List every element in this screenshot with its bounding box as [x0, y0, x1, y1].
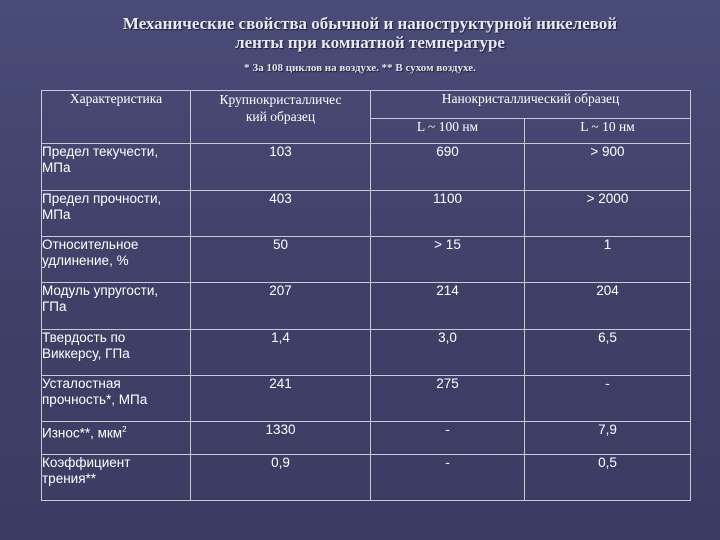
- table-row: [42, 376, 691, 422]
- header-characteristic: Характеристика: [42, 91, 191, 144]
- row-label: [42, 454, 191, 500]
- cell-nano-100: > 15: [371, 237, 525, 283]
- row-label-line-1: Предел прочности,: [42, 190, 162, 206]
- properties-table: [41, 90, 691, 501]
- row-label-line-2: ГПа: [42, 299, 67, 315]
- header-coarse-grained: [191, 91, 371, 144]
- cell-coarse: 0,9: [191, 454, 371, 500]
- cell-coarse: 50: [191, 237, 371, 283]
- cell-nano-10: > 900: [525, 144, 691, 190]
- header-coarse-line-2: кий образец: [245, 109, 316, 124]
- table-row: [42, 454, 691, 500]
- table-row: [42, 237, 691, 283]
- row-label-line-1: Относительное: [42, 237, 139, 253]
- row-label-superscript: 2: [122, 425, 127, 435]
- header-nanocrystalline: Нанокристаллический образец: [371, 91, 691, 119]
- cell-nano-100: 690: [371, 144, 525, 190]
- row-label-line-1: Усталостная: [42, 376, 121, 392]
- cell-coarse: 1330: [191, 422, 371, 454]
- footnote: * За 108 циклов на воздухе. ** В сухом воздухе.: [244, 62, 476, 74]
- cell-nano-100: 214: [371, 283, 525, 329]
- cell-nano-100: 275: [371, 376, 525, 422]
- title-line-2: ленты при комнатной температуре: [235, 33, 505, 52]
- table-row: [42, 144, 691, 190]
- cell-nano-10: 6,5: [525, 329, 691, 375]
- row-label: [42, 376, 191, 422]
- cell-coarse: 403: [191, 190, 371, 236]
- cell-coarse: 103: [191, 144, 371, 190]
- row-label-line-1: Коэффициент: [42, 454, 131, 470]
- cell-nano-10: 7,9: [525, 422, 691, 454]
- row-label-line-2: МПа: [42, 160, 71, 176]
- row-label: [42, 237, 191, 283]
- header-nano-10: L ~ 10 нм: [525, 119, 691, 144]
- row-label: [42, 329, 191, 375]
- row-label-line-1: Износ**, мкм: [42, 425, 123, 441]
- cell-nano-10: -: [525, 376, 691, 422]
- cell-coarse: 207: [191, 283, 371, 329]
- row-label-line-1: Твердость по: [42, 329, 126, 345]
- table-row: [42, 329, 691, 375]
- row-label-line-1: Предел текучести,: [42, 144, 159, 160]
- row-label-line-2: прочность*, МПа: [42, 392, 148, 408]
- cell-nano-100: 1100: [371, 190, 525, 236]
- cell-nano-100: -: [371, 422, 525, 454]
- cell-coarse: 241: [191, 376, 371, 422]
- row-label-line-2: удлинение, %: [42, 253, 129, 269]
- cell-nano-10: 0,5: [525, 454, 691, 500]
- row-label-line-1: Модуль упругости,: [42, 283, 159, 299]
- page-title: [60, 14, 680, 52]
- row-label-line-2: Виккерсу, ГПа: [42, 345, 130, 361]
- row-label: [42, 422, 191, 454]
- row-label: [42, 144, 191, 190]
- cell-coarse: 1,4: [191, 329, 371, 375]
- cell-nano-100: -: [371, 454, 525, 500]
- cell-nano-100: 3,0: [371, 329, 525, 375]
- title-line-1: Механические свойства обычной и наноструктурной никелевой: [122, 14, 618, 33]
- row-label: [42, 190, 191, 236]
- table-row: [42, 190, 691, 236]
- table-row: [42, 422, 691, 454]
- cell-nano-10: > 2000: [525, 190, 691, 236]
- row-label-line-2: МПа: [42, 206, 71, 222]
- row-label-line-2: трения**: [42, 470, 97, 486]
- table-row: [42, 283, 691, 329]
- cell-nano-10: 1: [525, 237, 691, 283]
- table-header-row: [42, 91, 691, 119]
- header-nano-100: L ~ 100 нм: [371, 119, 525, 144]
- cell-nano-10: 204: [525, 283, 691, 329]
- row-label: [42, 283, 191, 329]
- header-coarse-line-1: Крупнокристалличес: [219, 92, 342, 107]
